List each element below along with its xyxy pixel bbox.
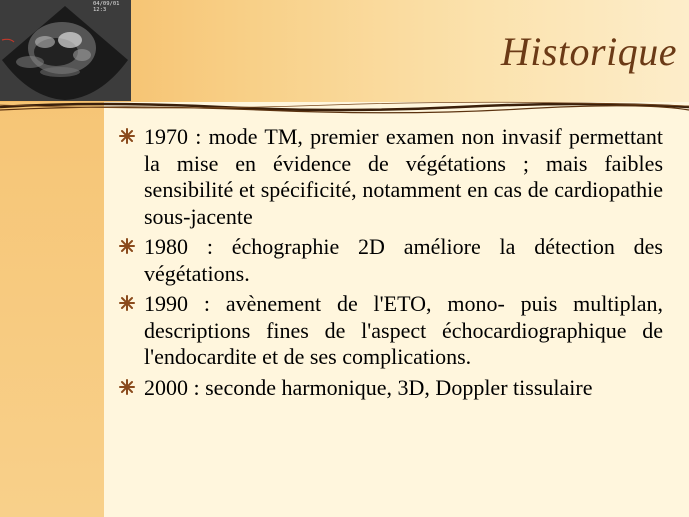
image-timestamp: 04/09/01 12:3	[93, 1, 120, 13]
star-bullet-icon	[118, 294, 136, 312]
star-bullet-icon	[118, 237, 136, 255]
bullet-text: 1980 : échographie 2D améliore la détection des végétations.	[144, 234, 663, 286]
bullet-item-1980	[118, 234, 663, 287]
bullet-text: 1990 : avènement de l'ETO, mono- puis multiplan, descriptions fines de l'aspect échocardiographique de l'endocardite et de ses complications.	[144, 291, 663, 369]
star-bullet-icon	[118, 127, 136, 145]
star-bullet-icon	[118, 378, 136, 396]
bullet-list	[118, 124, 663, 405]
bullet-item-1990	[118, 291, 663, 371]
bullet-text: 1970 : mode TM, premier examen non invasif permettant la mise en évidence de végétations ; mais faibles sensibilité et spécificité, notamment en cas de cardiopathie sous-jacente	[144, 124, 663, 229]
bullet-text: 2000 : seconde harmonique, 3D, Doppler tissulaire	[144, 374, 593, 400]
header-divider	[0, 100, 689, 116]
bullet-item-1970	[118, 124, 663, 230]
left-decorative-band	[0, 102, 104, 517]
slide-title: Historique	[500, 29, 677, 74]
echocardiogram-image	[0, 0, 131, 101]
bullet-item-2000	[118, 375, 663, 402]
